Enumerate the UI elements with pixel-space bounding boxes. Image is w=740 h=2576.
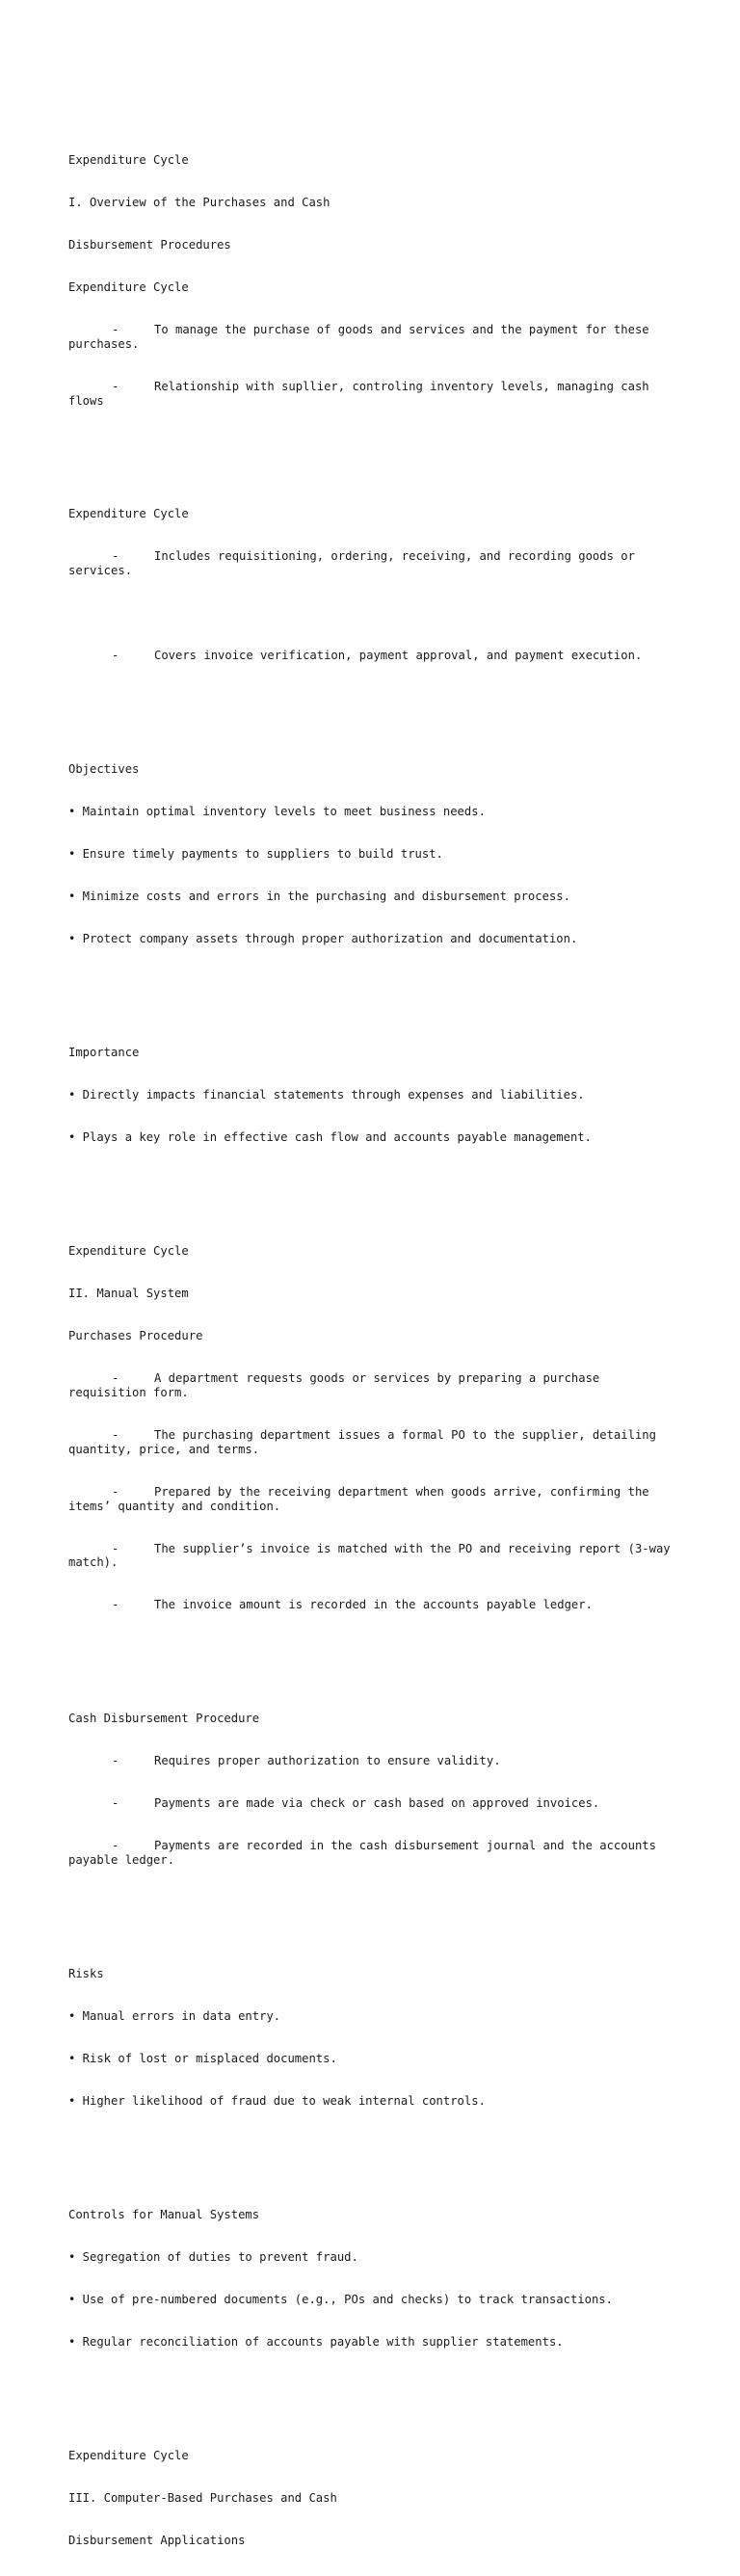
- spacer: [68, 692, 675, 706]
- section-heading: III. Computer-Based Purchases and Cash: [68, 2490, 337, 2505]
- dash-item: - Payments are recorded in the cash disbursement journal and the accounts payable ledger.: [68, 1839, 664, 1868]
- spacer: [68, 1896, 675, 1910]
- dash-item: - The purchasing department issues a formal PO to the supplier, detailing quantity, price, and terms.: [68, 1428, 664, 1456]
- dash-icon: -: [112, 1541, 119, 1555]
- section-heading: I. Overview of the Purchases and Cash: [68, 195, 330, 209]
- section-heading-cont: Disbursement Applications: [68, 2533, 246, 2547]
- dash-item: - Includes requisitioning, ordering, receiving, and recording goods or services.: [68, 549, 643, 578]
- controls-title: Controls for Manual Systems: [68, 2207, 260, 2221]
- list-item: • Segregation of duties to prevent fraud.: [68, 2249, 358, 2264]
- dash-icon: -: [112, 1371, 119, 1386]
- list-item: • Regular reconciliation of accounts payable with supplier statements.: [68, 2334, 564, 2349]
- section-title: Expenditure Cycle: [68, 507, 189, 521]
- section-heading: II. Manual System: [68, 1286, 189, 1300]
- document-page: [68, 96, 675, 2576]
- list-item: • Protect company assets through proper authorization and documentation.: [68, 932, 578, 946]
- list-item: • Directly impacts financial statements through expenses and liabilities.: [68, 1088, 585, 1102]
- list-item: • Higher likelihood of fraud due to weak internal controls.: [68, 2094, 486, 2109]
- dash-icon: -: [112, 1484, 119, 1499]
- dash-icon: -: [112, 323, 119, 337]
- objectives-title: Objectives: [68, 762, 140, 776]
- list-item: • Risk of lost or misplaced documents.: [68, 2051, 337, 2065]
- dash-item: - Prepared by the receiving department when goods arrive, confirming the items’ quantity and condition.: [68, 1484, 656, 1513]
- dash-item: - Covers invoice verification, payment approval, and payment execution.: [68, 649, 675, 663]
- dash-icon: -: [112, 1839, 119, 1853]
- dash-icon: -: [112, 380, 119, 394]
- section-title: Expenditure Cycle: [68, 1243, 189, 1258]
- list-item: • Use of pre-numbered documents (e.g., POs and checks) to track transactions.: [68, 2292, 613, 2306]
- dash-icon: -: [112, 1796, 119, 1811]
- dash-icon: -: [112, 649, 119, 663]
- spacer: [68, 437, 675, 451]
- dash-item: - Payments are made via check or cash based on approved invoices.: [68, 1796, 675, 1811]
- dash-icon: -: [112, 1754, 119, 1768]
- dash-item: - To manage the purchase of goods and services and the payment for these purchases.: [68, 323, 656, 351]
- dash-icon: -: [112, 1598, 119, 1612]
- dash-icon: -: [112, 1428, 119, 1443]
- dash-item: - A department requests goods or services by preparing a purchase requisition form.: [68, 1371, 607, 1399]
- risks-title: Risks: [68, 1966, 104, 1980]
- dash-item: - Requires proper authorization to ensure validity.: [68, 1754, 675, 1768]
- spacer: [68, 2377, 675, 2392]
- subsection-title: Purchases Procedure: [68, 1329, 203, 1343]
- list-item: • Ensure timely payments to suppliers to build trust.: [68, 847, 443, 862]
- spacer: [68, 975, 675, 990]
- spacer: [68, 1641, 675, 1656]
- dash-item: - The supplier’s invoice is matched with the PO and receiving report (3-way match).: [68, 1541, 677, 1570]
- list-item: • Manual errors in data entry.: [68, 2008, 281, 2023]
- spacer: [68, 606, 675, 621]
- dash-item: - Relationship with supllier, controling inventory levels, managing cash flows: [68, 380, 656, 408]
- dash-item: - The invoice amount is recorded in the accounts payable ledger.: [68, 1598, 675, 1612]
- cash-title: Cash Disbursement Procedure: [68, 1712, 260, 1726]
- list-item: • Minimize costs and errors in the purchasing and disbursement process.: [68, 890, 570, 904]
- list-item: • Maintain optimal inventory levels to meet business needs.: [68, 805, 486, 819]
- section-heading-cont: Disbursement Procedures: [68, 238, 231, 252]
- spacer: [68, 1173, 675, 1187]
- spacer: [68, 2137, 675, 2151]
- list-item: • Plays a key role in effective cash flow and accounts payable management.: [68, 1130, 592, 1145]
- dash-icon: -: [112, 549, 119, 564]
- subsection-title: Expenditure Cycle: [68, 280, 189, 295]
- importance-title: Importance: [68, 1046, 140, 1060]
- section-title: Expenditure Cycle: [68, 152, 189, 167]
- section-title: Expenditure Cycle: [68, 2448, 189, 2462]
